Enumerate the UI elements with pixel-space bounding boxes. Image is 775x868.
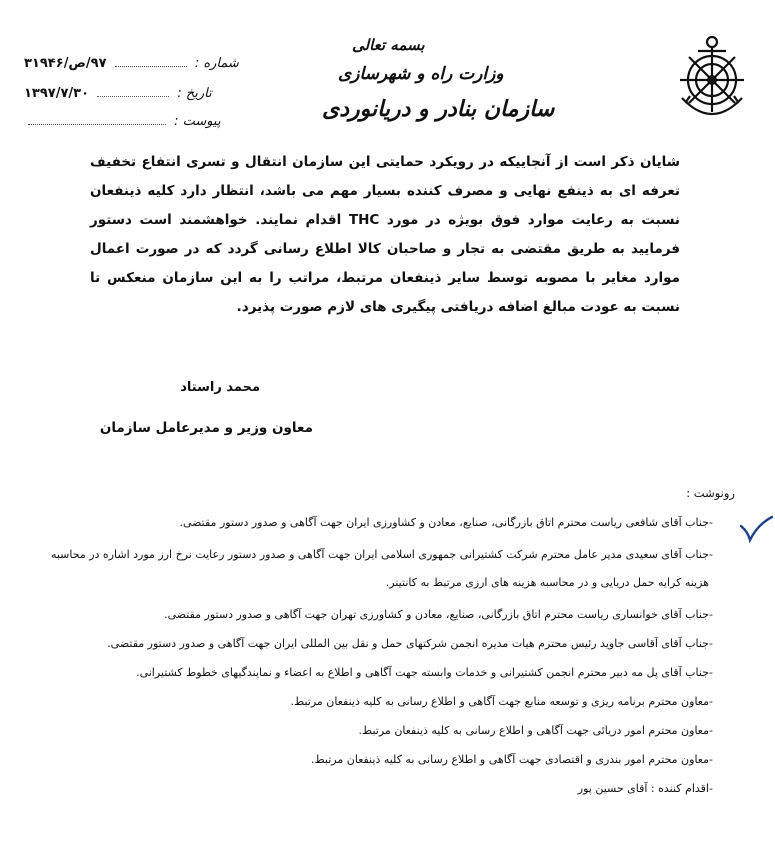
organization-name: سازمان بنادر و دریانوردی xyxy=(322,96,555,122)
cc-bullet: - xyxy=(709,695,713,708)
cc-bullet: - xyxy=(709,753,713,766)
cc-item xyxy=(35,633,735,655)
letter-date-value: ۱۳۹۷/۷/۳۰ xyxy=(24,86,90,101)
cc-text: جناب آقای شافعی ریاست محترم اتاق بازرگانی، صنایع، معادن و کشاورزی ایران جهت آگاهی و صدور دستور مقتضی. xyxy=(179,516,709,529)
cc-item xyxy=(35,604,735,626)
letter-number-label: شماره : xyxy=(194,56,239,71)
cc-bullet: - xyxy=(709,666,713,679)
bismillah-heading: بسمه تعالی xyxy=(352,36,425,54)
cc-text: جناب آقای آقاسی جاوید رئیس محترم هیات مدیره انجمن شرکتهای حمل و نقل بین المللی ایران جهت آگاهی و صدور دستور مقتضی. xyxy=(107,637,709,650)
cc-bullet: - xyxy=(709,724,713,737)
letter-number-value: ۹۷/ص/۳۱۹۴۶ xyxy=(24,56,107,71)
cc-text: معاون محترم امور بندری و اقتصادی جهت آگاهی و اطلاع رسانی به کلیه ذینفعان مرتبط. xyxy=(310,753,709,766)
letter-date-label: تاریخ : xyxy=(177,86,212,101)
cc-text: جناب آقای سعیدی مدیر عامل محترم شرکت کشتیرانی جمهوری اسلامی ایران جهت آگاهی و صدور دستور رعایت نرخ ارز مورد اشاره در محاسبه هزینه کرایه حمل دریایی و در محاسبه هزینه های ارزی مرتبط به کانتینر. xyxy=(50,548,709,589)
letter-date-field xyxy=(24,86,212,101)
letter-body xyxy=(90,148,680,322)
cc-bullet: - xyxy=(709,516,713,529)
cc-text: جناب آقای خوانساری ریاست محترم اتاق بازرگانی، صنایع، معادن و کشاورزی تهران جهت آگاهی و صدور دستور مقتضی. xyxy=(164,608,709,621)
letter-attachment-label: پیوست : xyxy=(174,114,221,129)
cc-item xyxy=(35,512,735,534)
cc-text: معاون محترم امور دریائی جهت آگاهی و اطلاع رسانی به کلیه ذینفعان مرتبط. xyxy=(358,724,709,737)
cc-bullet: - xyxy=(709,548,713,561)
organization-logo xyxy=(676,18,748,130)
cc-text: معاون محترم برنامه ریزی و توسعه منابع جهت آگاهی و اطلاع رسانی به کلیه ذینفعان مرتبط. xyxy=(290,695,709,708)
cc-text: جناب آقای پل مه دبیر محترم انجمن کشتیرانی و خدمات وابسته جهت آگاهی و اطلاع به اعضاء و نمایندگیهای خطوط کشتیرانی. xyxy=(136,666,709,679)
anchor-wheel-icon xyxy=(676,18,748,130)
cc-bullet: - xyxy=(709,637,713,650)
cc-item xyxy=(35,720,735,742)
cc-item xyxy=(35,541,735,597)
signatory-title: معاون وزیر و مدیرعامل سازمان xyxy=(99,420,313,436)
letter-attachment-field xyxy=(24,114,221,129)
cc-item xyxy=(35,749,735,771)
signatory-name: محمد راستاد xyxy=(180,380,260,395)
cc-item xyxy=(35,691,735,713)
cc-item xyxy=(35,778,735,800)
cc-bullet: - xyxy=(709,608,713,621)
letter-number-field xyxy=(24,56,239,71)
cc-text: اقدام کننده : آقای حسین پور xyxy=(577,782,709,795)
cc-item xyxy=(35,662,735,684)
checkmark-icon xyxy=(738,514,774,544)
cc-list xyxy=(35,512,735,807)
ministry-name: وزارت راه و شهرسازی xyxy=(338,64,504,84)
cc-bullet: - xyxy=(709,782,713,795)
cc-heading: رونوشت : xyxy=(686,486,735,500)
body-paragraph: شایان ذکر است از آنجاییکه در رویکرد حمایتی این سازمان انتقال و تسری انتفاع تخفیف تعرفه ای به ذینفع نهایی و مصرف کننده بسیار مهم می باشد، انتظار دارد کلیه ذینفعان نسبت به رعایت موارد فوق بویژه در مورد THC اقدام نمایند. خواهشمند است دستور فرمایید به طریق مقتضی به تجار و صاحبان کالا اطلاع رسانی گردد که در صورت اعمال موارد مغایر با مصوبه توسط سایر ذینفعان مرتبط، مراتب را به این سازمان منعکس تا نسبت به عودت مبالغ اضافه دریافتی پیگیری های لازم صورت پذیرد. xyxy=(90,154,680,315)
